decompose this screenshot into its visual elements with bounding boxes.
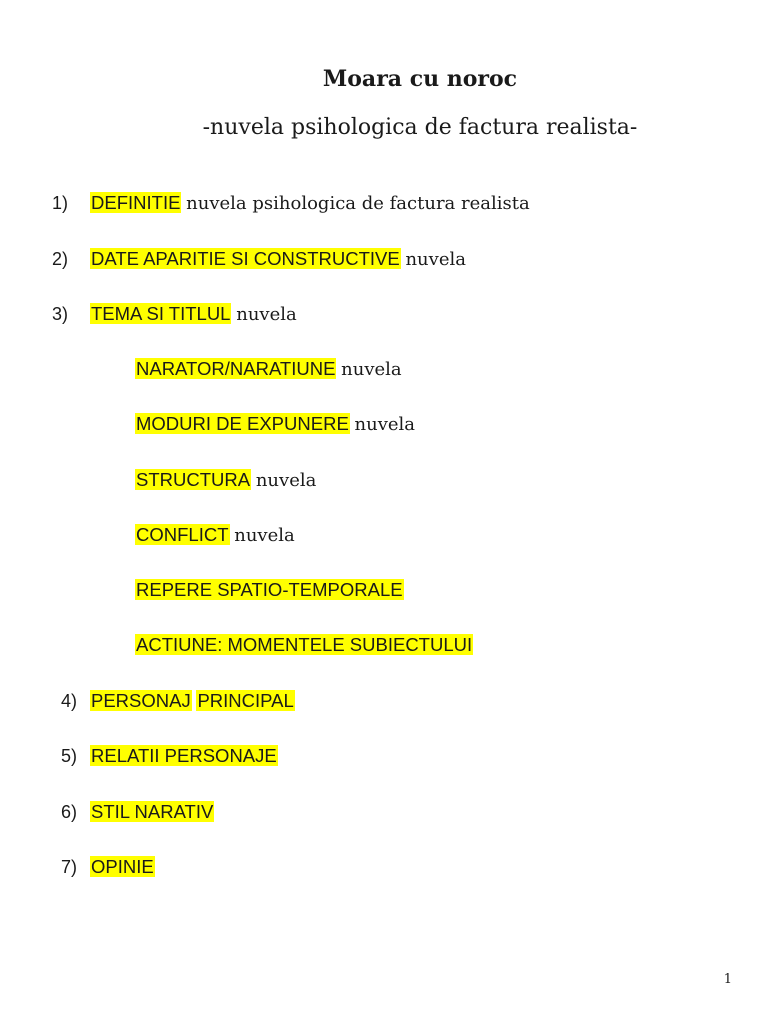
item-text: nuvela: [255, 470, 317, 491]
item-text: nuvela: [341, 359, 402, 380]
highlighted-heading: STRUCTURA: [136, 469, 251, 490]
list-item-personaj: [90, 688, 295, 714]
highlighted-heading: ACTIUNE: MOMENTELE SUBIECTULUI: [136, 634, 473, 655]
list-number: 6): [60, 802, 77, 822]
list-item-structura: [135, 467, 316, 493]
list-number: 5): [60, 746, 77, 766]
highlighted-heading: OPINIE: [91, 856, 154, 877]
list-number: 7): [60, 857, 77, 877]
list-item-conflict: [135, 522, 295, 548]
highlighted-heading: DEFINITIE: [91, 192, 181, 213]
highlighted-heading: TEMA SI TITLUL: [91, 303, 231, 324]
list-item-relatii: [90, 743, 278, 769]
list-item-actiune: [135, 632, 473, 658]
list-item-date-aparitie: [90, 246, 466, 272]
highlighted-heading: DATE APARITIE SI CONSTRUCTIVE: [91, 248, 400, 269]
item-text: nuvela: [354, 414, 416, 435]
list-item-opinie: [90, 854, 155, 880]
item-text: nuvela: [405, 249, 466, 270]
highlighted-heading: PERSONAJ: [91, 690, 191, 711]
highlighted-heading: MODURI DE EXPUNERE: [136, 413, 349, 434]
page-number: 1: [723, 972, 732, 987]
page-subtitle: -nuvela psihologica de factura realista-: [202, 115, 638, 140]
item-text: nuvela psihologica de factura realista: [186, 193, 530, 214]
list-item-moduri-expunere: [135, 411, 415, 437]
list-item-tema-titlul: [90, 301, 297, 327]
page-title: Moara cu noroc: [322, 66, 518, 92]
list-item-narator: [135, 356, 402, 382]
list-item-stil: [90, 799, 214, 825]
list-item-repere: [135, 577, 404, 603]
list-number: 3): [51, 304, 68, 324]
list-number: 2): [51, 249, 68, 269]
highlighted-heading: RELATII PERSONAJE: [91, 745, 277, 766]
list-number: 1): [51, 193, 68, 213]
highlighted-heading: CONFLICT: [136, 524, 229, 545]
list-item-definitie: [90, 190, 530, 216]
list-number: 4): [60, 691, 77, 711]
highlighted-heading: NARATOR/NARATIUNE: [136, 358, 336, 379]
item-text: nuvela: [236, 304, 297, 325]
highlighted-heading: PRINCIPAL: [197, 690, 294, 711]
item-text: nuvela: [234, 525, 295, 546]
highlighted-heading: REPERE SPATIO-TEMPORALE: [136, 579, 403, 600]
highlighted-heading: STIL NARATIV: [91, 801, 214, 822]
